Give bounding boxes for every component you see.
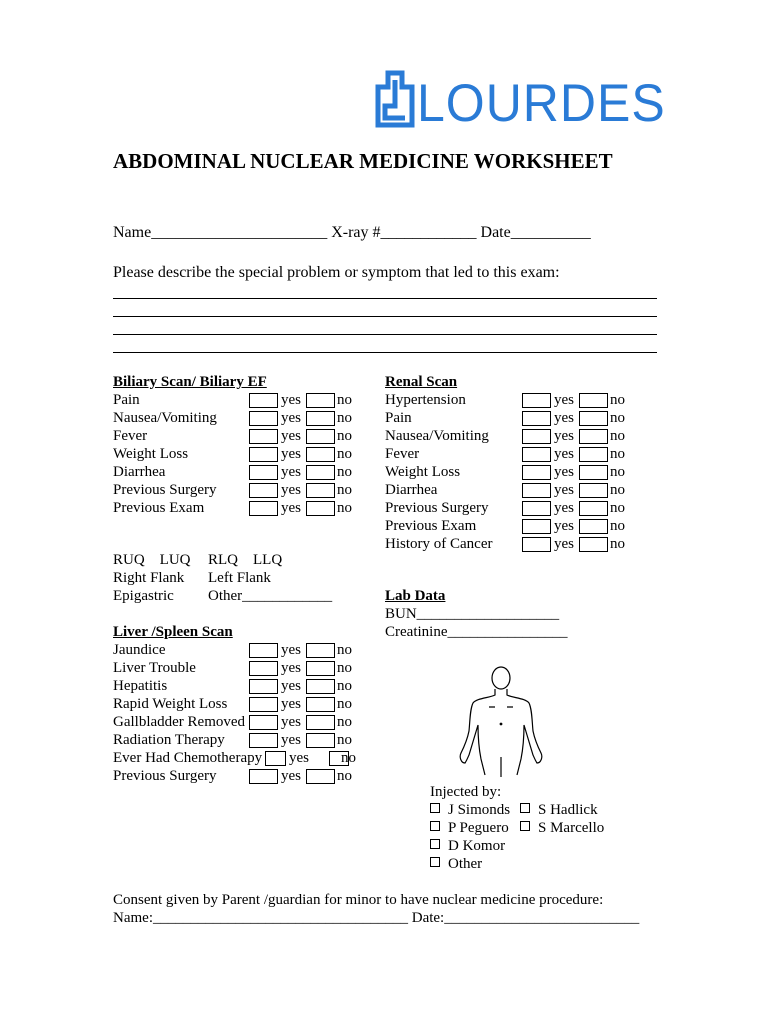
no-label: no	[610, 410, 625, 426]
cross-logo-icon	[375, 70, 415, 128]
yes-label: yes	[281, 410, 301, 426]
injector-option[interactable]	[430, 819, 509, 837]
liver-item-label: Gallbladder Removed	[113, 714, 246, 730]
liver-item-label: Liver Trouble	[113, 660, 196, 676]
liver-heading: Liver /Spleen Scan	[113, 624, 233, 640]
no-checkbox[interactable]	[306, 501, 335, 516]
no-checkbox[interactable]	[306, 447, 335, 462]
option-label: Other	[448, 856, 483, 872]
yes-checkbox[interactable]	[249, 643, 278, 658]
yes-label: yes	[281, 714, 301, 730]
quadrant-other[interactable]: Other____________	[208, 588, 333, 604]
describe-prompt: Please describe the special problem or symptom that led to this exam:	[113, 264, 560, 281]
renal-heading: Renal Scan	[385, 374, 458, 390]
renal-item-label: Weight Loss	[385, 464, 461, 480]
yes-label: yes	[281, 660, 301, 676]
injector-option[interactable]	[430, 855, 482, 873]
no-checkbox[interactable]	[579, 429, 608, 444]
no-label: no	[337, 768, 352, 784]
yes-label: yes	[554, 500, 574, 516]
no-checkbox[interactable]	[579, 483, 608, 498]
biliary-item-label: Diarrhea	[113, 464, 166, 480]
no-checkbox[interactable]	[579, 393, 608, 408]
no-checkbox[interactable]	[579, 501, 608, 516]
no-label: no	[610, 392, 625, 408]
header-fields-line[interactable]: Name______________________ X-ray #____________ Date__________	[113, 224, 591, 241]
no-label: no	[337, 732, 352, 748]
no-checkbox[interactable]	[579, 465, 608, 480]
yes-checkbox[interactable]	[522, 447, 551, 462]
no-label: no	[337, 714, 352, 730]
no-label: no	[610, 428, 625, 444]
injector-option[interactable]	[430, 801, 510, 819]
no-checkbox[interactable]	[306, 429, 335, 444]
yes-checkbox[interactable]	[249, 393, 278, 408]
yes-label: yes	[554, 482, 574, 498]
no-checkbox[interactable]	[306, 483, 335, 498]
no-label: no	[341, 750, 356, 766]
no-checkbox[interactable]	[306, 733, 335, 748]
renal-item-label: Pain	[385, 410, 412, 426]
yes-checkbox[interactable]	[249, 483, 278, 498]
yes-label: yes	[281, 392, 301, 408]
no-checkbox[interactable]	[579, 447, 608, 462]
yes-label: yes	[554, 518, 574, 534]
checkbox[interactable]	[520, 803, 530, 813]
quadrant-left-flank: Left Flank	[208, 570, 271, 586]
yes-label: yes	[281, 642, 301, 658]
yes-label: yes	[554, 464, 574, 480]
no-checkbox[interactable]	[306, 393, 335, 408]
checkbox[interactable]	[430, 839, 440, 849]
option-label: P Peguero	[448, 820, 509, 836]
answer-line[interactable]	[113, 334, 657, 335]
yes-checkbox[interactable]	[249, 411, 278, 426]
renal-item-label: Previous Exam	[385, 518, 477, 534]
yes-checkbox[interactable]	[249, 429, 278, 444]
yes-checkbox[interactable]	[265, 751, 286, 766]
option-label: D Komor	[448, 838, 506, 854]
renal-item-label: Nausea/Vomiting	[385, 428, 489, 444]
body-figure-icon	[455, 662, 547, 782]
no-label: no	[337, 660, 352, 676]
lab-data-heading: Lab Data	[385, 588, 446, 604]
option-label: J Simonds	[448, 802, 511, 818]
no-label: no	[610, 518, 625, 534]
yes-checkbox[interactable]	[522, 411, 551, 426]
checkbox[interactable]	[430, 821, 440, 831]
no-checkbox[interactable]	[306, 411, 335, 426]
no-checkbox[interactable]	[579, 537, 608, 552]
renal-item-label: Previous Surgery	[385, 500, 489, 516]
option-label: S Hadlick	[538, 802, 598, 818]
no-checkbox[interactable]	[306, 769, 335, 784]
checkbox[interactable]	[520, 821, 530, 831]
no-label: no	[610, 500, 625, 516]
liver-item-label: Radiation Therapy	[113, 732, 225, 748]
yes-checkbox[interactable]	[249, 733, 278, 748]
no-label: no	[337, 410, 352, 426]
yes-label: yes	[289, 750, 309, 766]
consent-signature-line[interactable]: Name:__________________________________ Date:__________________________	[113, 910, 640, 926]
injector-option[interactable]	[520, 819, 604, 837]
liver-item-label: Rapid Weight Loss	[113, 696, 228, 712]
no-checkbox[interactable]	[306, 697, 335, 712]
yes-label: yes	[281, 446, 301, 462]
yes-label: yes	[281, 768, 301, 784]
no-checkbox[interactable]	[306, 465, 335, 480]
no-label: no	[337, 428, 352, 444]
liver-item-label: Jaundice	[113, 642, 166, 658]
yes-label: yes	[281, 428, 301, 444]
biliary-item-label: Nausea/Vomiting	[113, 410, 217, 426]
liver-item-label: Ever Had Chemotherapy	[113, 750, 263, 766]
no-checkbox[interactable]	[306, 715, 335, 730]
checkbox[interactable]	[430, 803, 440, 813]
renal-item-label: Diarrhea	[385, 482, 438, 498]
yes-checkbox[interactable]	[249, 769, 278, 784]
yes-checkbox[interactable]	[249, 679, 278, 694]
quadrant-ruq-luq: RUQ LUQ	[113, 552, 191, 568]
lourdes-logo	[375, 70, 666, 133]
no-label: no	[610, 446, 625, 462]
quadrant-right-flank: Right Flank	[113, 570, 185, 586]
option-label: S Marcello	[538, 820, 605, 836]
yes-checkbox[interactable]	[522, 393, 551, 408]
biliary-item-label: Weight Loss	[113, 446, 189, 462]
answer-line[interactable]	[113, 352, 657, 353]
no-checkbox[interactable]	[579, 411, 608, 426]
biliary-item-label: Previous Surgery	[113, 482, 217, 498]
yes-label: yes	[554, 536, 574, 552]
consent-text: Consent given by Parent /guardian for minor to have nuclear medicine procedure:	[113, 892, 604, 908]
quadrant-epigastric: Epigastric	[113, 588, 174, 604]
yes-checkbox[interactable]	[249, 697, 278, 712]
yes-label: yes	[281, 696, 301, 712]
no-checkbox[interactable]	[579, 519, 608, 534]
biliary-item-label: Pain	[113, 392, 140, 408]
yes-checkbox[interactable]	[249, 447, 278, 462]
checkbox[interactable]	[430, 857, 440, 867]
yes-checkbox[interactable]	[522, 429, 551, 444]
no-label: no	[610, 482, 625, 498]
answer-line[interactable]	[113, 298, 657, 299]
renal-item-label: Fever	[385, 446, 420, 462]
page-title: ABDOMINAL NUCLEAR MEDICINE WORKSHEET	[113, 149, 613, 173]
yes-label: yes	[281, 482, 301, 498]
no-label: no	[337, 678, 352, 694]
bun-field[interactable]: BUN___________________	[385, 606, 560, 622]
no-checkbox[interactable]	[306, 679, 335, 694]
renal-item-label: History of Cancer	[385, 536, 493, 552]
no-label: no	[610, 536, 625, 552]
yes-checkbox[interactable]	[522, 465, 551, 480]
no-label: no	[337, 464, 352, 480]
biliary-item-label: Fever	[113, 428, 148, 444]
yes-checkbox[interactable]	[522, 537, 551, 552]
renal-item-label: Hypertension	[385, 392, 466, 408]
yes-checkbox[interactable]	[522, 501, 551, 516]
yes-label: yes	[281, 500, 301, 516]
yes-checkbox[interactable]	[249, 661, 278, 676]
biliary-item-label: Previous Exam	[113, 500, 205, 516]
no-checkbox[interactable]	[306, 661, 335, 676]
no-label: no	[337, 696, 352, 712]
quadrant-rlq-llq: RLQ LLQ	[208, 552, 283, 568]
yes-checkbox[interactable]	[249, 465, 278, 480]
answer-line[interactable]	[113, 316, 657, 317]
biliary-heading: Biliary Scan/ Biliary EF	[113, 374, 267, 390]
yes-label: yes	[554, 410, 574, 426]
no-label: no	[337, 500, 352, 516]
no-label: no	[337, 482, 352, 498]
injected-by-label: Injected by:	[430, 784, 502, 800]
yes-checkbox[interactable]	[522, 483, 551, 498]
no-label: no	[337, 642, 352, 658]
yes-label: yes	[554, 446, 574, 462]
yes-label: yes	[281, 678, 301, 694]
yes-label: yes	[281, 464, 301, 480]
yes-label: yes	[554, 428, 574, 444]
no-label: no	[337, 446, 352, 462]
yes-checkbox[interactable]	[249, 715, 278, 730]
liver-item-label: Previous Surgery	[113, 768, 217, 784]
injector-option[interactable]	[520, 801, 598, 819]
logo-text: LOURDES	[417, 73, 666, 133]
creatinine-field[interactable]: Creatinine________________	[385, 624, 568, 640]
yes-checkbox[interactable]	[249, 501, 278, 516]
yes-checkbox[interactable]	[522, 519, 551, 534]
yes-label: yes	[554, 392, 574, 408]
yes-label: yes	[281, 732, 301, 748]
no-label: no	[337, 392, 352, 408]
liver-item-label: Hepatitis	[113, 678, 168, 694]
no-label: no	[610, 464, 625, 480]
no-checkbox[interactable]	[306, 643, 335, 658]
injector-option[interactable]	[430, 837, 505, 855]
